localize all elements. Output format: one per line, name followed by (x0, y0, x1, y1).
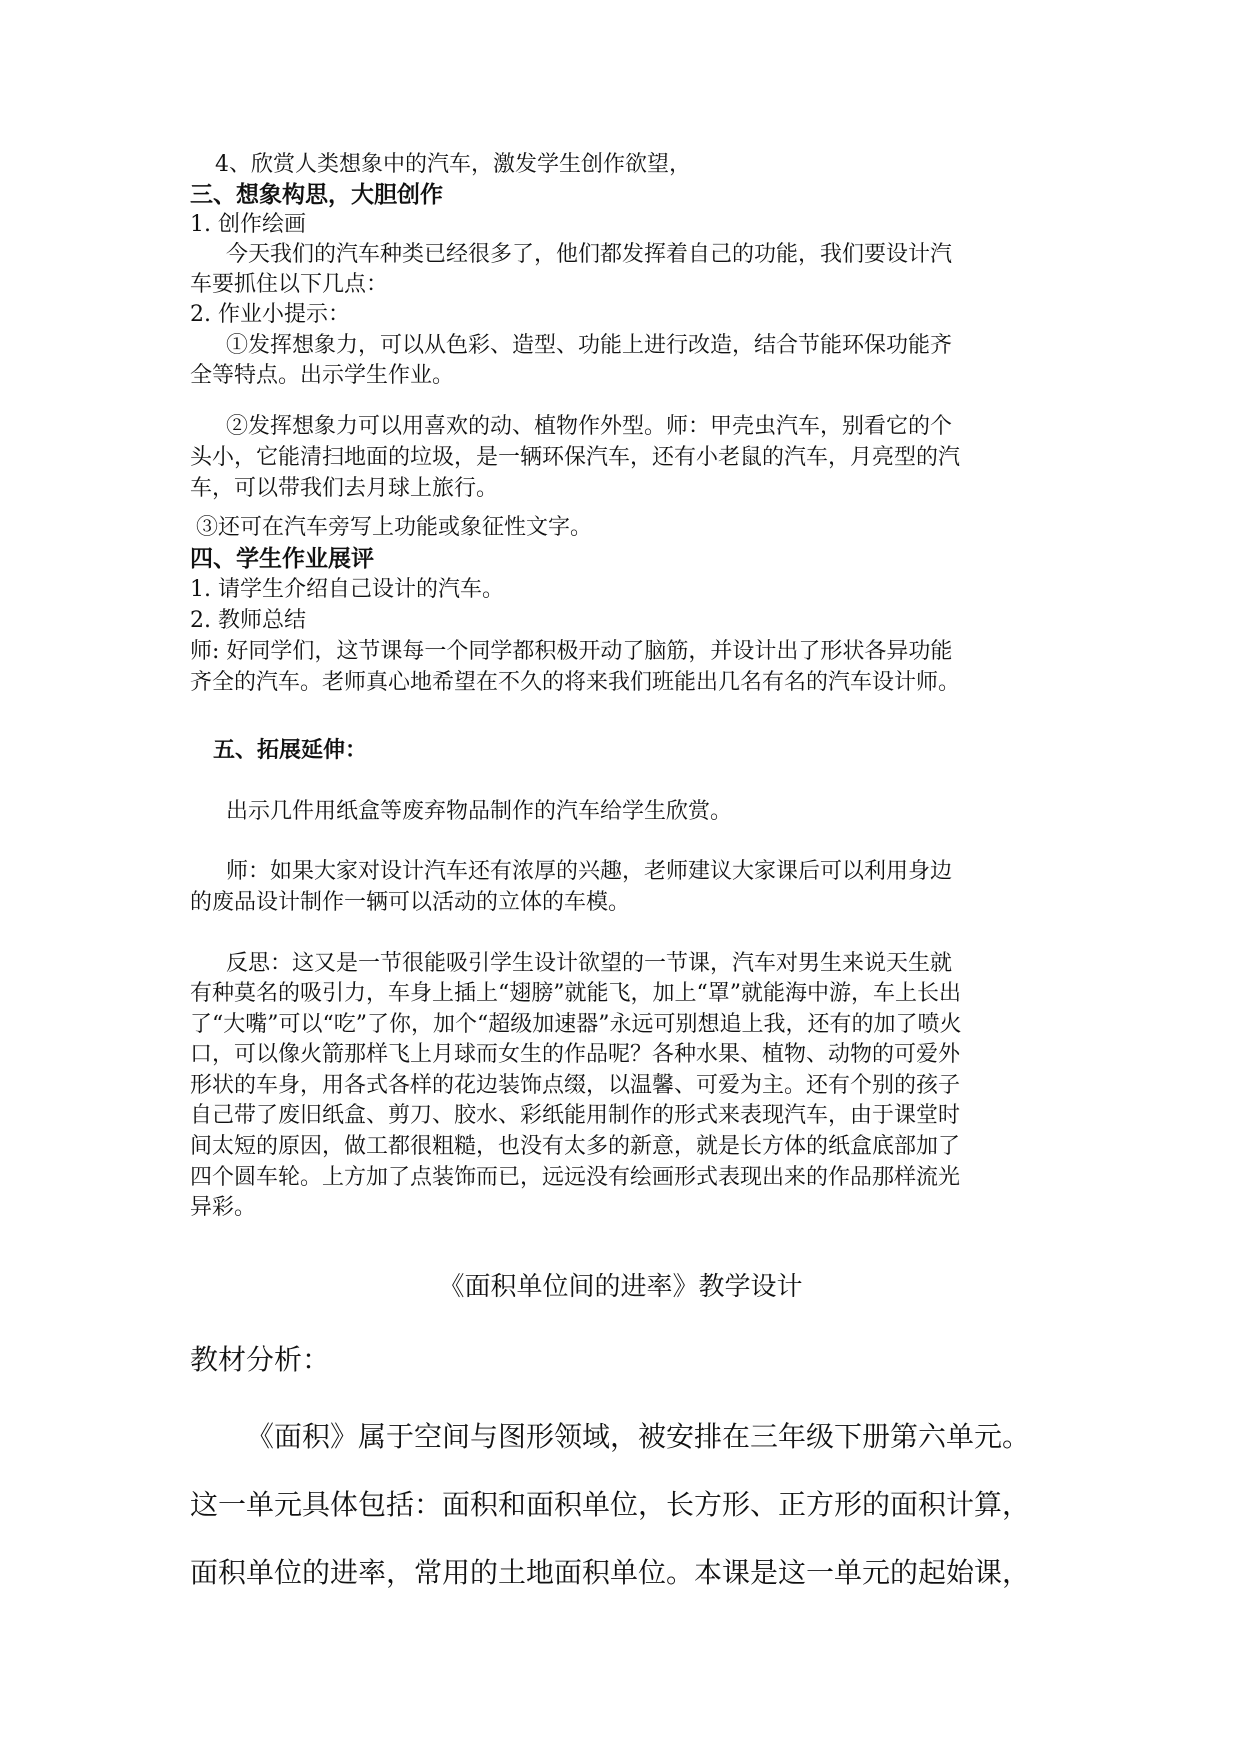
text-line: 2. 作业小提示： (190, 302, 350, 327)
text-line: 2. 教师总结 (190, 608, 306, 633)
text-line: 形状的车身，用各式各样的花边装饰点缀，以温馨、可爱为主。还有个别的孩子 (190, 1073, 961, 1098)
text-line: 了“大嘴”可以“吃”了你，加个“超级加速器”永远可别想追上我，还有的加了喷火 (190, 1012, 962, 1037)
text-line: 头小，它能清扫地面的垃圾，是一辆环保汽车，还有小老鼠的汽车，月亮型的汽 (190, 445, 961, 470)
text-line: 1. 创作绘画 (190, 212, 306, 237)
text-line: 四个圆车轮。上方加了点装饰而已，远远没有绘画形式表现出来的作品那样流光 (190, 1165, 961, 1190)
text-line: 车要抓住以下几点： (190, 272, 389, 297)
lesson-title: 《面积单位间的进率》教学设计 (438, 1272, 803, 1302)
text-line: 全等特点。出示学生作业。 (190, 363, 455, 388)
text-line: 反思：这又是一节很能吸引学生设计欲望的一节课，汽车对男生来说天生就 (226, 951, 953, 976)
text-line: 师：如果大家对设计汽车还有浓厚的兴趣，老师建议大家课后可以利用身边 (226, 859, 953, 884)
text-line: 间太短的原因，做工都很粗糙，也没有太多的新意，就是长方体的纸盒底部加了 (190, 1134, 961, 1159)
text-line: 异彩。 (190, 1195, 257, 1220)
text-line: ③还可在汽车旁写上功能或象征性文字。 (196, 515, 593, 540)
section-heading-3: 三、想象构思，大胆创作 (190, 181, 443, 208)
text-line: 有种莫名的吸引力，车身上插上“翅膀”就能飞，加上“罩”就能海中游，车上长出 (190, 981, 961, 1006)
text-line: 1. 请学生介绍自己设计的汽车。 (190, 577, 504, 602)
text-line: 师: 好同学们，这节课每一个同学都积极开动了脑筋，并设计出了形状各异功能 (190, 639, 953, 664)
text-line: 口，可以像火箭那样飞上月球而女生的作品呢？各种水果、植物、动物的可爱外 (190, 1042, 961, 1067)
text-line: 教材分析： (190, 1343, 331, 1376)
text-line: 今天我们的汽车种类已经很多了，他们都发挥着自己的功能，我们要设计汽 (226, 242, 953, 267)
section-heading-5: 五、拓展延伸： (213, 737, 368, 763)
text-line: 车，可以带我们去月球上旅行。 (190, 476, 499, 501)
text-line: 自己带了废旧纸盒、剪刀、胶水、彩纸能用制作的形式来表现汽车，由于课堂时 (190, 1103, 961, 1128)
text-line: 的废品设计制作一辆可以活动的立体的车模。 (190, 890, 631, 915)
text-line: ①发挥想象力，可以从色彩、造型、功能上进行改造，结合节能环保功能齐 (226, 333, 953, 358)
text-line: ②发挥想象力可以用喜欢的动、植物作外型。师：甲壳虫汽车，别看它的个 (226, 414, 953, 439)
text-line: 这一单元具体包括：面积和面积单位，长方形、正方形的面积计算， (190, 1488, 1031, 1521)
text-line: 4、欣赏人类想象中的汽车，激发学生创作欲望， (215, 152, 691, 177)
text-line: 出示几件用纸盒等废弃物品制作的汽车给学生欣赏。 (226, 799, 733, 824)
section-heading-4: 四、学生作业展评 (190, 545, 374, 572)
text-line: 齐全的汽车。老师真心地希望在不久的将来我们班能出几名有名的汽车设计师。 (190, 670, 961, 695)
text-line: 面积单位的进率，常用的土地面积单位。本课是这一单元的起始课， (190, 1556, 1031, 1589)
text-line: 《面积》属于空间与图形领域，被安排在三年级下册第六单元。 (246, 1420, 1031, 1453)
